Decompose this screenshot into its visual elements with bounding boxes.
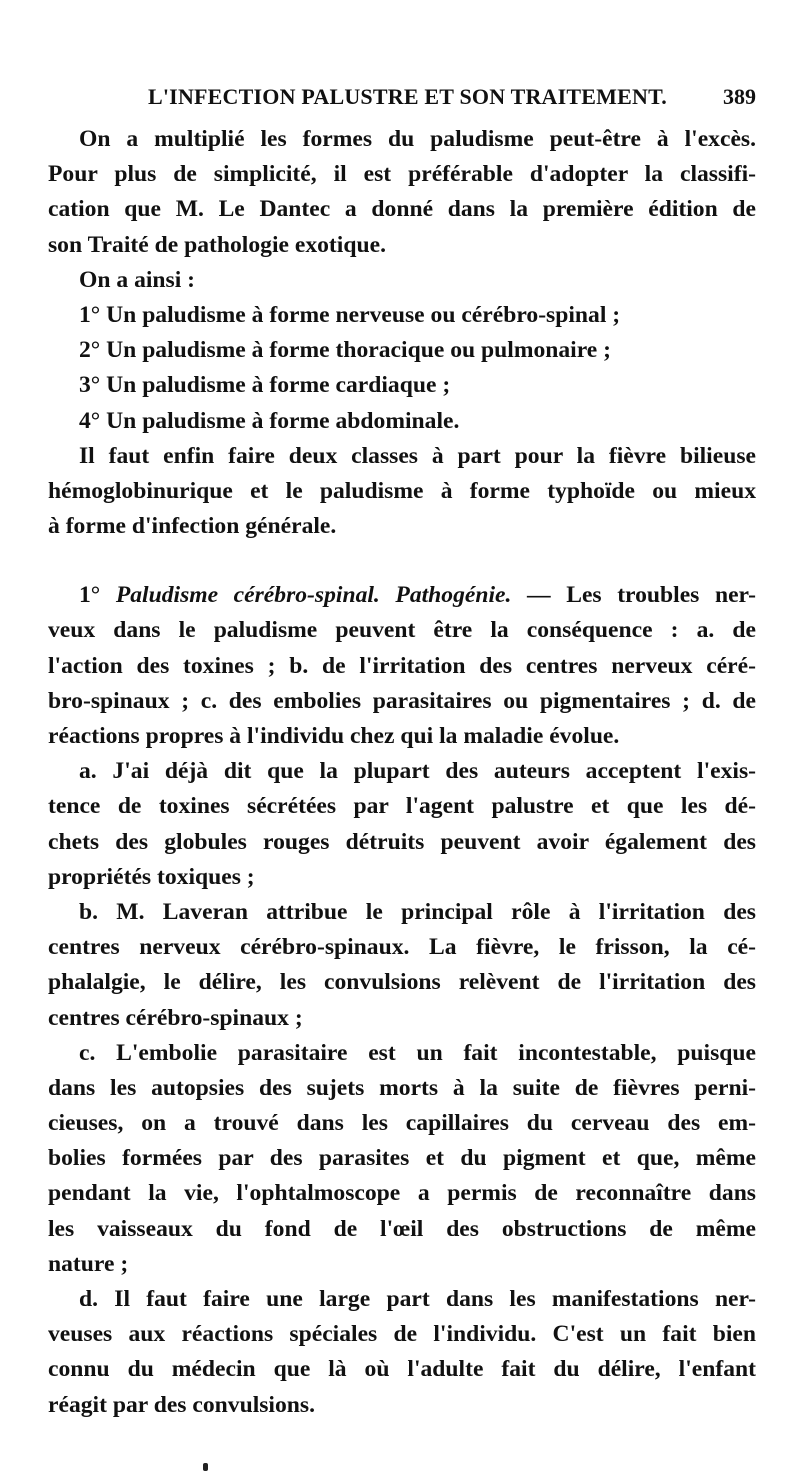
text-line: dans les autopsies des sujets morts à la suite de fièvres perni- bbox=[48, 1074, 756, 1101]
text-line: cieuses, on a trouvé dans les capillaires du cerveau des em- bbox=[48, 1110, 756, 1137]
text-line: a. J'ai déjà dit que la plupart des auteurs acceptent l'exis- bbox=[79, 758, 756, 785]
page-number: 389 bbox=[723, 84, 756, 109]
text-line: Il faut enfin faire deux classes à part pour la fièvre bilieuse bbox=[79, 442, 756, 469]
text-line: phalalgie, le délire, les convulsions relèvent de l'irritation des bbox=[48, 969, 756, 996]
text-line: réagit par des convulsions. bbox=[48, 1391, 315, 1418]
text-line: veuses aux réactions spéciales de l'individu. C'est un fait bien bbox=[48, 1321, 756, 1348]
section-heading-line bbox=[48, 578, 756, 613]
text-line: bro-spinaux ; c. des embolies parasitaires ou pigmentaires ; d. de bbox=[48, 687, 756, 714]
text-line: d. Il faut faire une large part dans les manifestations ner- bbox=[79, 1286, 756, 1312]
text-line: bolies formées par des parasites et du pigment et que, même bbox=[48, 1145, 756, 1172]
list-item: 3° Un paludisme à forme cardiaque ; bbox=[79, 372, 451, 399]
text-line: Pour plus de simplicité, il est préférable d'adopter la classifi- bbox=[48, 161, 756, 188]
list-item: 2° Un paludisme à forme thoracique ou pulmonaire ; bbox=[79, 337, 612, 364]
section-gap bbox=[48, 544, 756, 578]
list-item: 1° Un paludisme à forme nerveuse ou cérébro-spinal ; bbox=[79, 301, 621, 328]
text-line: pendant la vie, l'ophtalmoscope a permis de reconnaître dans bbox=[48, 1180, 756, 1207]
text-line: chets des globules rouges détruits peuvent avoir également des bbox=[48, 828, 756, 855]
text-line: — Les troubles ner- bbox=[527, 582, 756, 609]
section-heading: Paludisme cérébro-spinal. Pathogénie. bbox=[115, 582, 512, 609]
text-line: On a ainsi : bbox=[79, 266, 196, 293]
text-line: veux dans le paludisme peuvent être la conséquence : a. de bbox=[48, 617, 756, 644]
text-line: On a multiplié les formes du paludisme peut-être à l'excès. bbox=[79, 126, 756, 152]
text-line: son Traité de pathologie exotique. bbox=[48, 231, 386, 258]
print-speck bbox=[203, 1463, 208, 1471]
running-head bbox=[48, 84, 756, 116]
running-title: L'INFECTION PALUSTRE ET SON TRAITEMENT. bbox=[148, 84, 668, 109]
text-line: réactions propres à l'individu chez qui la maladie évolue. bbox=[48, 723, 620, 749]
text-line: centres cérébro-spinaux ; bbox=[48, 1004, 303, 1031]
text-line: c. L'embolie parasitaire est un fait incontestable, puisque bbox=[79, 1039, 756, 1066]
text-line: l'action des toxines ; b. de l'irritation des centres nerveux céré- bbox=[48, 652, 756, 679]
body-text bbox=[48, 122, 756, 1423]
text-line: cation que M. Le Dantec a donné dans la première édition de bbox=[48, 196, 756, 223]
text-line: tence de toxines sécrétées par l'agent palustre et que les dé- bbox=[48, 793, 756, 820]
text-line: propriétés toxiques ; bbox=[48, 863, 255, 890]
text-line: hémoglobinurique et le paludisme à forme typhoïde ou mieux bbox=[48, 477, 756, 504]
text-line: à forme d'infection générale. bbox=[48, 513, 337, 540]
text-line: les vaisseaux du fond de l'œil des obstructions de même bbox=[48, 1215, 756, 1242]
text-line: b. M. Laveran attribue le principal rôle à l'irritation des bbox=[79, 898, 756, 925]
text-line: centres nerveux cérébro-spinaux. La fièvre, le frisson, la cé- bbox=[48, 934, 756, 961]
text-line: nature ; bbox=[48, 1250, 129, 1277]
text-line: connu du médecin que là où l'adulte fait du délire, l'enfant bbox=[48, 1356, 756, 1383]
list-item: 4° Un paludisme à forme abdominale. bbox=[79, 407, 460, 434]
section-number: 1° bbox=[79, 582, 101, 609]
